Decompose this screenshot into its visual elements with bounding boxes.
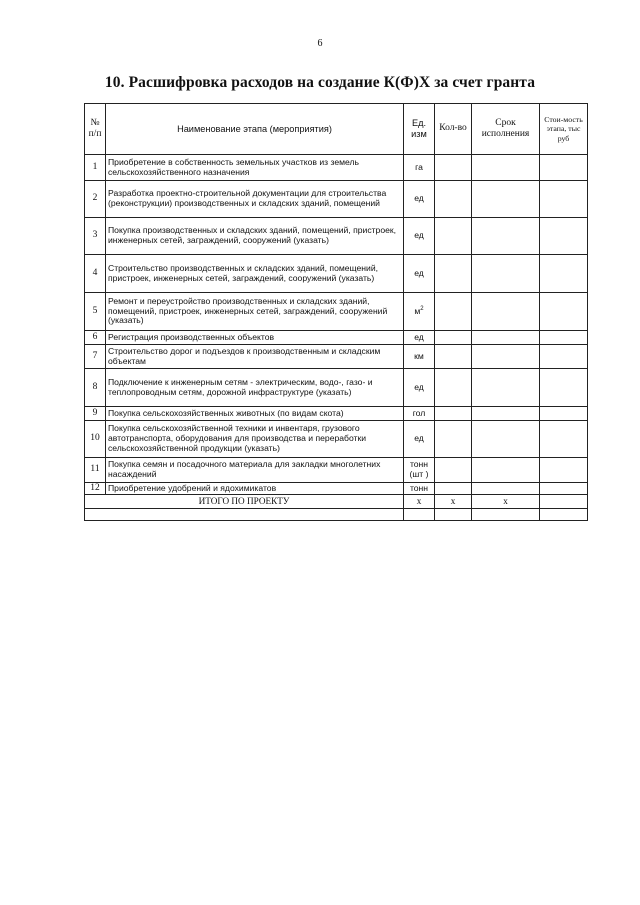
unit-superscript: 2 (420, 306, 424, 313)
page-title: 10. Расшифровка расходов на создание К(Ф)Х за счет гранта (104, 74, 536, 91)
row-cost (540, 458, 588, 483)
row-name: Приобретение в собственность земельных участков из земель сельскохозяйственного назначения (106, 155, 404, 181)
row-cost (540, 483, 588, 495)
total-term: х (472, 495, 540, 509)
expense-breakdown-table (84, 103, 588, 521)
row-name: Покупка сельскохозяйственных животных (по видам скота) (106, 407, 404, 421)
table-row (85, 407, 588, 421)
row-qty (435, 218, 472, 255)
row-num: 10 (85, 421, 106, 458)
blank-cell (435, 509, 472, 521)
row-unit: ед (404, 331, 435, 345)
row-term (472, 155, 540, 181)
row-name: Покупка семян и посадочного материала для закладки многолетних насаждений (106, 458, 404, 483)
header-cost: Стои-мость этапа, тыс руб (540, 104, 588, 155)
row-unit: ед (404, 421, 435, 458)
row-num: 3 (85, 218, 106, 255)
table-row (85, 155, 588, 181)
row-term (472, 458, 540, 483)
row-num: 4 (85, 255, 106, 293)
header-unit: Ед. изм (404, 104, 435, 155)
row-name: Строительство производственных и складских зданий, помещений, пристроек, инженерных сетей, заграждений, сооружений (указать) (106, 255, 404, 293)
row-term (472, 255, 540, 293)
row-unit: тонн (шт ) (404, 458, 435, 483)
row-num: 6 (85, 331, 106, 345)
row-cost (540, 407, 588, 421)
row-term (472, 181, 540, 218)
table-row (85, 255, 588, 293)
row-cost (540, 369, 588, 407)
header-name: Наименование этапа (мероприятия) (106, 104, 404, 155)
row-qty (435, 331, 472, 345)
row-cost (540, 155, 588, 181)
row-term (472, 331, 540, 345)
table-row (85, 421, 588, 458)
table-row (85, 181, 588, 218)
row-name: Подключение к инженерным сетям - электрическим, водо-, газо- и теплопроводным сетям, дорожной инфраструктуре (указать) (106, 369, 404, 407)
row-qty (435, 407, 472, 421)
row-qty (435, 369, 472, 407)
blank-cell (540, 509, 588, 521)
row-name: Разработка проектно-строительной документации для строительства (реконструкции) производственных и складских зданий, помещений (106, 181, 404, 218)
unit-text: м (414, 305, 421, 316)
row-cost (540, 345, 588, 369)
row-num: 9 (85, 407, 106, 421)
total-label: ИТОГО ПО ПРОЕКТУ (85, 495, 404, 509)
table-row (85, 369, 588, 407)
row-qty (435, 255, 472, 293)
header-term: Срок исполнения (472, 104, 540, 155)
row-qty (435, 345, 472, 369)
row-name: Покупка сельскохозяйственной техники и инвентаря, грузового автотранспорта, оборудования для производства и переработки сельскохозяйственной продукции (указать) (106, 421, 404, 458)
row-name: Строительство дорог и подъездов к производственным и складским объектам (106, 345, 404, 369)
blank-cell (472, 509, 540, 521)
table-row (85, 458, 588, 483)
blank-cell (85, 509, 404, 521)
row-cost (540, 421, 588, 458)
total-row (85, 495, 588, 509)
row-num: 12 (85, 483, 106, 495)
row-num: 11 (85, 458, 106, 483)
row-unit: гол (404, 407, 435, 421)
row-unit: га (404, 155, 435, 181)
row-name: Регистрация производственных объектов (106, 331, 404, 345)
page-number: 6 (317, 38, 323, 49)
total-cost (540, 495, 588, 509)
row-num: 5 (85, 293, 106, 331)
row-qty (435, 483, 472, 495)
row-term (472, 407, 540, 421)
row-term (472, 483, 540, 495)
table-row (85, 483, 588, 495)
row-num: 7 (85, 345, 106, 369)
row-cost (540, 331, 588, 345)
row-cost (540, 218, 588, 255)
row-unit: ед (404, 218, 435, 255)
row-num: 2 (85, 181, 106, 218)
row-unit: ед (404, 181, 435, 218)
header-qty: Кол-во (435, 104, 472, 155)
row-num: 1 (85, 155, 106, 181)
row-term (472, 345, 540, 369)
row-unit (404, 293, 435, 331)
table-row (85, 218, 588, 255)
row-num: 8 (85, 369, 106, 407)
table-row (85, 293, 588, 331)
table-row (85, 331, 588, 345)
row-qty (435, 421, 472, 458)
row-cost (540, 293, 588, 331)
blank-cell (404, 509, 435, 521)
row-name: Покупка производственных и складских зданий, помещений, пристроек, инженерных сетей, заграждений, сооружений (указать) (106, 218, 404, 255)
row-qty (435, 155, 472, 181)
header-num: № п/п (85, 104, 106, 155)
row-qty (435, 293, 472, 331)
total-unit: х (404, 495, 435, 509)
row-unit: ед (404, 369, 435, 407)
row-name: Приобретение удобрений и ядохимикатов (106, 483, 404, 495)
row-unit: тонн (404, 483, 435, 495)
row-qty (435, 458, 472, 483)
row-term (472, 421, 540, 458)
blank-row (85, 509, 588, 521)
row-term (472, 218, 540, 255)
total-qty: х (435, 495, 472, 509)
row-qty (435, 181, 472, 218)
row-cost (540, 255, 588, 293)
table-row (85, 345, 588, 369)
row-unit: км (404, 345, 435, 369)
row-term (472, 369, 540, 407)
row-term (472, 293, 540, 331)
row-unit: ед (404, 255, 435, 293)
table-header-row (85, 104, 588, 155)
row-cost (540, 181, 588, 218)
row-name: Ремонт и переустройство производственных и складских зданий, помещений, пристроек, инженерных сетей, заграждений, сооружений (указать) (106, 293, 404, 331)
